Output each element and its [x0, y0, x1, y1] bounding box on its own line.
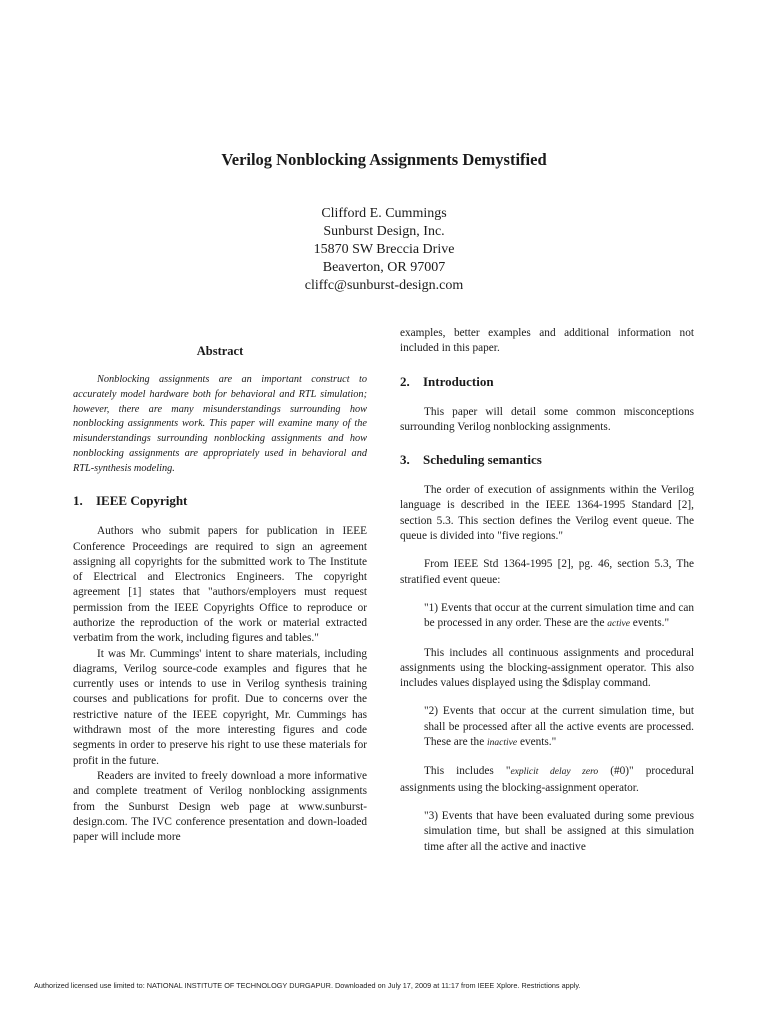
standard-quote [400, 704, 694, 751]
section-2-title: Introduction [423, 373, 494, 389]
paragraph-text: This includes " [424, 765, 511, 778]
section-2-heading [400, 373, 694, 391]
section-3-heading [400, 451, 694, 469]
abstract-heading: Abstract [196, 344, 244, 358]
right-column [400, 326, 694, 855]
quote-emphasis: active [607, 619, 630, 630]
section-3-paragraph: This includes all continuous assignments and procedural assignments using the blocking-assignment operator. This also includes values displayed using the $display command. [400, 646, 694, 690]
paper-title: Verilog Nonblocking Assignments Demystified [221, 150, 547, 169]
section-2-paragraph: This paper will detail some common misconceptions surrounding Verilog nonblocking assignments. [400, 405, 694, 433]
section-1-heading [73, 492, 367, 510]
standard-quote: "3) Events that have been evaluated during some previous simulation time, but shall be assigned at this simulation time after all the active and inactive [424, 809, 694, 853]
author-email: cliffc@sunburst-design.com [304, 278, 464, 293]
author-street: 15870 SW Breccia Drive [313, 242, 455, 257]
author-block [0, 205, 768, 295]
author-city: Beaverton, OR 97007 [322, 260, 446, 275]
section-2-number: 2. [400, 373, 410, 389]
section-1-paragraph: Authors who submit papers for publication in IEEE Conference Proceedings are required to sign an agreement assigning all copyrights for the submitted work to The Institute of Electrical and Electronics Engineers. The copyright agreement [1] states that "authors/employers must request permission from the IEEE Copyrights Office to reproduce or authorize the reproduction of the work or material extracted verbatim from the work, including figures and tables." [73, 525, 367, 645]
section-1-paragraph: Readers are invited to freely download a more informative and complete treatment of Verilog nonblocking assignments from the Sunburst Design web page at www.sunburst-design.com. The IVC conference presentation and down-loaded paper will include more [73, 769, 367, 844]
license-footer: Authorized licensed use limited to: NATIONAL INSTITUTE OF TECHNOLOGY DURGAPUR. Downloaded on July 17, 2009 at 11:17 from IEEE Xplore. Restrictions apply. [34, 981, 581, 990]
paragraph-text: (#0)" procedural assignments using the blocking-assignment operator. [400, 765, 694, 794]
section-1-paragraph: It was Mr. Cummings' intent to share materials, including diagrams, Verilog source-code examples and figures that he currently uses or intends to use in Verilog synthesis training courses and publications for profit. Due to concerns over the restrictive nature of the IEEE copyright, Mr. Cummings has withdrawn most of the more interesting figures and code segments in order to preserve his right to use these materials for profit in the future. [73, 647, 367, 767]
section-3-number: 3. [400, 452, 410, 468]
author-company: Sunburst Design, Inc. [323, 224, 445, 239]
standard-quote [400, 601, 694, 633]
paragraph-emphasis: explicit delay zero [510, 767, 599, 778]
section-1-paragraph-continued: examples, better examples and additional information not included in this paper. [400, 327, 694, 355]
quote-text: "2) Events that occur at the current simulation time, but shall be processed after all the active events are processed. These are the [424, 705, 694, 749]
quote-text: "1) Events that occur at the current simulation time and can be processed in any order. These are the [424, 601, 694, 630]
section-3-paragraph [400, 764, 694, 796]
abstract-body: Nonblocking assignments are an important construct to accurately model hardware both for behavioral and RTL simulation; however, there are many misunderstandings surrounding how nonblocking assignments work. This paper will examine many of the misunderstandings surrounding nonblocking assignments and how nonblocking assignments are appropriately used in behavioral and RTL-synthesis modeling. [73, 374, 367, 474]
author-name: Clifford E. Cummings [321, 206, 447, 221]
section-1-title: IEEE Copyright [96, 493, 188, 509]
quote-text: events." [517, 736, 557, 749]
section-3-paragraph: From IEEE Std 1364-1995 [2], pg. 46, section 5.3, The stratified event queue: [400, 558, 694, 586]
quote-emphasis: inactive [487, 738, 518, 749]
section-3-paragraph: The order of execution of assignments within the Verilog language is described in the IEEE 1364-1995 Standard [2], section 5.3. This section defines the Verilog event queue. The queue is divided into "five regions." [400, 484, 694, 543]
left-column [73, 326, 367, 845]
quote-text: events." [629, 617, 670, 630]
section-1-number: 1. [73, 493, 83, 509]
section-3-title: Scheduling semantics [423, 452, 542, 468]
